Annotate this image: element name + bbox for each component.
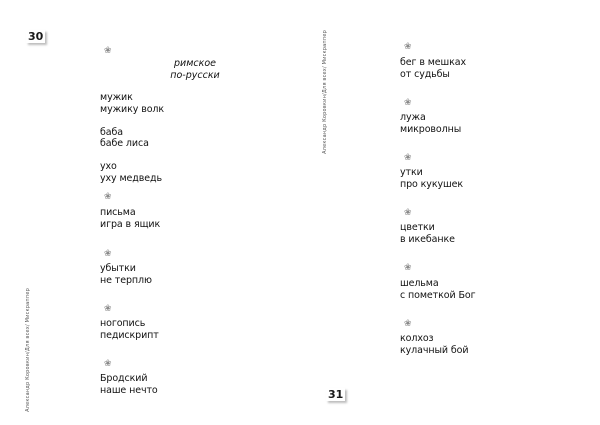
poem-line: с пометкой Бог — [400, 289, 476, 301]
subtitle-line: по-русски — [170, 69, 220, 81]
poem-line: ухо — [100, 161, 117, 172]
poem — [100, 263, 152, 286]
poem-line: педискрипт — [100, 329, 159, 341]
poem-line: колхоз — [400, 333, 434, 344]
poem-line: ногопись — [100, 318, 146, 329]
flower-icon: ❀ — [104, 249, 112, 259]
poem-line: мужик — [100, 92, 133, 103]
poem-intro — [100, 92, 164, 184]
author-credit-left: Александр Коровкин/Для всех/ Мискраппер — [25, 288, 31, 412]
poem-line: цветки — [400, 222, 435, 233]
poem-line: мужику волк — [100, 103, 165, 115]
flower-icon: ❀ — [404, 319, 412, 329]
poem-line: в икебанке — [400, 233, 455, 245]
flower-icon: ❀ — [404, 153, 412, 163]
poem-line: микроволны — [400, 123, 462, 135]
poem-line: лужа — [400, 112, 426, 123]
flower-icon: ❀ — [104, 304, 112, 314]
flower-icon: ❀ — [404, 42, 412, 52]
poem-line: про кукушек — [400, 178, 463, 190]
flower-icon: ❀ — [404, 208, 412, 218]
poem-line: бабе лиса — [100, 138, 149, 149]
author-credit-right: Александр Коровкин/Для всех/ Мискраппер — [322, 30, 328, 154]
poem-line: Бродский — [100, 373, 148, 384]
poem-line: утки — [400, 167, 423, 178]
poem-line: убытки — [100, 263, 136, 274]
poem — [400, 167, 463, 190]
poem-line: не терплю — [100, 274, 152, 286]
poem-line: игра в ящик — [100, 218, 161, 230]
flower-icon: ❀ — [404, 263, 412, 273]
poem — [100, 207, 160, 230]
poem-line: кулачный бой — [400, 344, 469, 356]
flower-icon: ❀ — [104, 359, 112, 369]
poem — [400, 222, 455, 245]
subtitle-line: римское — [174, 58, 216, 69]
page-number-left: 30 — [28, 30, 44, 43]
page-number-right: 31 — [328, 388, 344, 401]
poem-line: от судьбы — [400, 68, 450, 80]
poem-line: баба — [100, 126, 123, 138]
poem — [100, 318, 159, 341]
poem — [400, 57, 466, 80]
flower-icon: ❀ — [404, 98, 412, 108]
poem — [400, 278, 475, 301]
poem-subtitle — [160, 58, 230, 81]
poem-line: шельма — [400, 278, 439, 289]
poem — [400, 333, 468, 356]
poem-line: письма — [100, 207, 136, 218]
flower-icon: ❀ — [104, 192, 112, 202]
poem — [100, 373, 158, 396]
poem-line: бег в мешках — [400, 57, 467, 68]
flower-icon: ❀ — [104, 46, 112, 56]
poem-line: уху медведь — [100, 172, 162, 184]
poem-line: наше нечто — [100, 384, 158, 396]
poem — [400, 112, 461, 135]
